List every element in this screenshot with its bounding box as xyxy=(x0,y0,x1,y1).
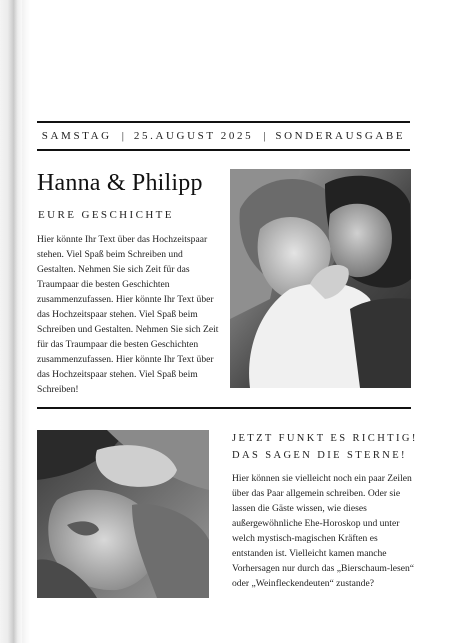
masthead-edition: SONDERAUSGABE xyxy=(275,130,406,142)
couple-photo-graphic xyxy=(230,169,411,388)
masthead xyxy=(37,121,410,151)
heading-line-2: DAS SAGEN DIE STERNE! xyxy=(232,450,407,461)
spine-shadow xyxy=(22,0,30,643)
masthead-separator: | xyxy=(121,130,124,142)
masthead-day: SAMSTAG xyxy=(41,130,112,142)
couple-photo-graphic xyxy=(37,430,209,598)
masthead-separator: | xyxy=(263,130,266,142)
second-article-heading xyxy=(232,430,418,464)
couple-photo xyxy=(37,430,209,598)
section-divider xyxy=(37,407,411,409)
second-article-body: Hier können sie vielleicht noch ein paar Zeilen über das Paar allgemein schreiben. Oder sie lassen die Gäste wissen, wie dieses außergewöhnliche Ehe-Horoskop und unter welch mystisch-magischen Kräften es entstanden ist. Vielleicht kamen manche Vorhersagen nur durch das „Bierschaum-lesen“ oder „Weinfleckendeuten“ zustande? xyxy=(232,473,415,589)
article-kicker: EURE GESCHICHTE xyxy=(38,209,174,221)
page-spine xyxy=(0,0,22,643)
article-title: Hanna & Philipp xyxy=(37,170,203,196)
article-body: Hier könnte Ihr Text über das Hochzeitspaar stehen. Viel Spaß beim Schreiben und Gestalten. Nehmen Sie sich Zeit für das Traumpaar die besten Geschichten zusammenzufassen. Hier könnte Ihr Text über das Hochzeitspaar stehen. Viel Spaß beim Schreiben und Gestalten. Nehmen Sie sich Zeit für das Traumpaar die besten Geschichten zusammenzufassen. Hier könnte Ihr Text über das Hochzeitspaar stehen. Viel Spaß beim Schreiben! xyxy=(37,234,219,395)
heading-line-1: JETZT FUNKT ES RICHTIG! xyxy=(232,433,418,444)
masthead-date: 25.AUGUST 2025 xyxy=(133,130,254,142)
couple-photo xyxy=(230,169,411,388)
